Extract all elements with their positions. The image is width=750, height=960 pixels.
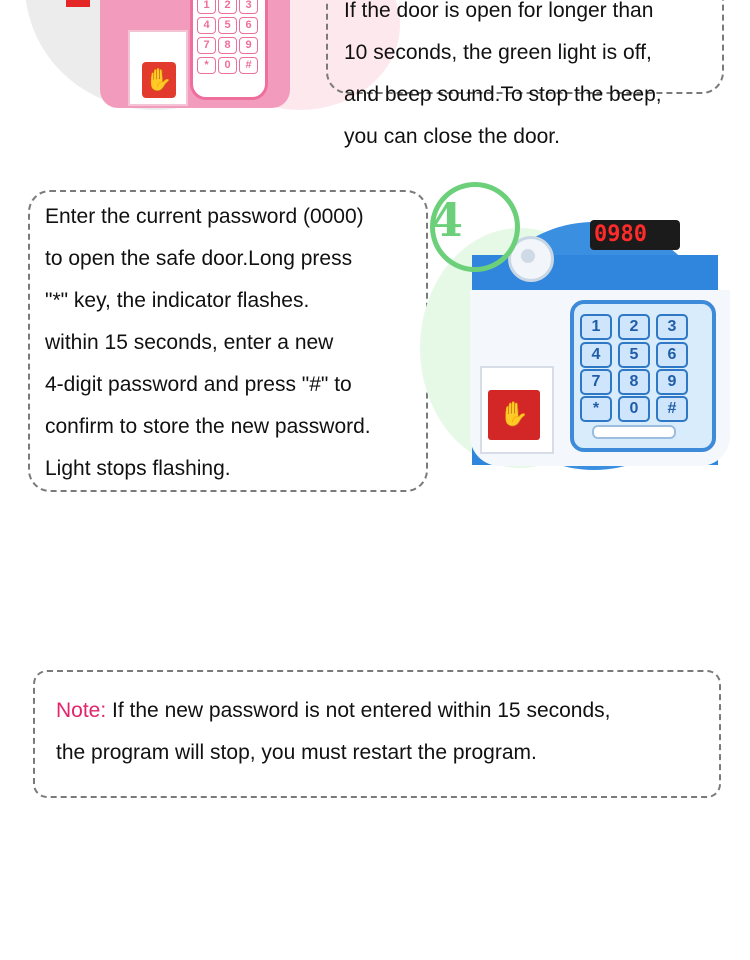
knob-center (521, 249, 535, 263)
hand-stop-icon: ✋ (488, 390, 540, 440)
pink-key: # (239, 57, 258, 74)
pink-key: * (197, 57, 216, 74)
keypad-key: 5 (618, 342, 650, 368)
door-open-description (344, 0, 744, 158)
keypad-key: 1 (580, 314, 612, 340)
text-line: within 15 seconds, enter a new (45, 331, 334, 354)
keypad-key: # (656, 396, 688, 422)
note-line-1 (56, 690, 716, 732)
keypad-key: 9 (656, 369, 688, 395)
keypad-key: 0 (618, 396, 650, 422)
pink-key: 8 (218, 37, 237, 54)
keypad-key: 3 (656, 314, 688, 340)
pink-key: 0 (218, 57, 237, 74)
text-line: If the door is open for longer than (344, 0, 654, 22)
keypad-key: 8 (618, 369, 650, 395)
pink-key: 2 (218, 0, 237, 14)
step-number: 4 (430, 193, 463, 247)
text-line: "*" key, the indicator flashes. (45, 289, 310, 312)
pink-safe-keypad (190, 0, 268, 100)
keypad-key: 2 (618, 314, 650, 340)
text-line: confirm to store the new password. (45, 415, 371, 438)
note-body: If the new password is not entered within 15 seconds, (106, 699, 611, 722)
pink-key: 7 (197, 37, 216, 54)
text-line: 10 seconds, the green light is off, (344, 41, 652, 64)
text-line: you can close the door. (344, 125, 560, 148)
keypad-key: 4 (580, 342, 612, 368)
keypad-key: 6 (656, 342, 688, 368)
text-line: and beep sound.To stop the beep, (344, 83, 662, 106)
pink-key: 4 (197, 17, 216, 34)
note-label: Note: (56, 699, 107, 722)
text-line: Enter the current password (0000) (45, 205, 364, 228)
text-line: 4-digit password and press "#" to (45, 373, 352, 396)
pink-key: 9 (239, 37, 258, 54)
safe-display-screen: 0980 (590, 220, 680, 250)
text-line: Light stops flashing. (45, 457, 231, 480)
pink-key: 6 (239, 17, 258, 34)
hand-stop-icon: ✋ (142, 62, 176, 98)
pink-key: 1 (197, 0, 216, 14)
note-line-2: the program will stop, you must restart the program. (56, 741, 537, 764)
keypad-key: * (580, 396, 612, 422)
password-change-instructions (45, 196, 430, 490)
note-text (56, 690, 716, 774)
pink-safe-red-corner (66, 0, 90, 7)
pink-key: 5 (218, 17, 237, 34)
keypad-bar (592, 425, 676, 439)
pink-key: 3 (239, 0, 258, 14)
text-line: to open the safe door.Long press (45, 247, 353, 270)
keypad-key: 7 (580, 369, 612, 395)
